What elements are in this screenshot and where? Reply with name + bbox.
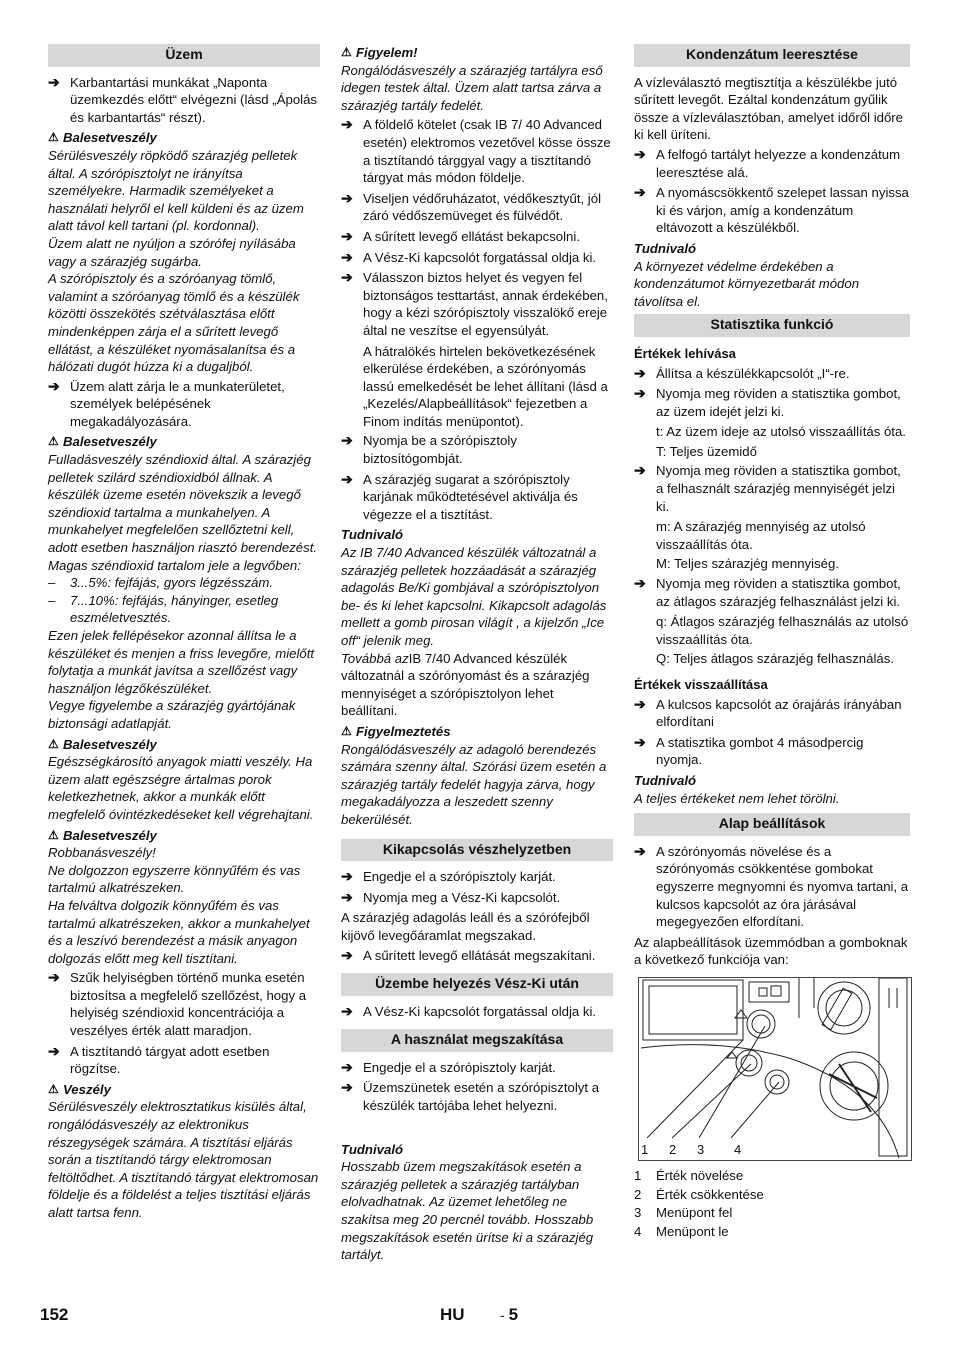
instruction-item: ➔ A Vész-Ki kapcsolót forgatással oldja ki. (341, 248, 597, 265)
warning-icon: ⚠ (48, 736, 59, 751)
page-number: 152 (40, 1305, 69, 1324)
column-3 (634, 44, 910, 1241)
instruction-item: ➔ Üzem alatt zárja le a munkaterületet, személyek belépésének megakadályozására. (48, 377, 285, 429)
warning-text: Sérülésveszély elektrosztatikus kisülés által, rongálódásveszély az elektronikus részegységek számára. A tisztítási eljárás során a tisztítandó tárgy elektromosan feltöltődhet. A tisztítandó tárgyat elektromosan földelje és a földelést a teljes tisztítási eljárás alatt tartsa fenn. (48, 1099, 319, 1220)
instruction-item: ➔ A szárazjég sugarat a szórópisztoly karjának működtetésével aktiválja és végezze el a tisztítást. (341, 470, 578, 522)
instruction-item: ➔ A Vész-Ki kapcsolót forgatással oldja ki. (341, 1002, 597, 1019)
arrow-icon: ➔ (48, 969, 60, 986)
legend-item: 1 Érték növelése (634, 1167, 744, 1183)
instruction-note: M: Teljes szárazjég mennyiség. (656, 556, 839, 572)
warning-icon: ⚠ (48, 1081, 59, 1096)
legend-item: 3 Menüpont fel (634, 1205, 733, 1221)
arrow-icon: ➔ (634, 145, 646, 162)
arrow-icon: ➔ (341, 946, 353, 963)
instruction-item: ➔ A felfogó tartályt helyezze a kondenzátum leeresztése alá. (634, 145, 901, 180)
instruction-item: ➔ Viseljen védőruházatot, védőkesztyűt, jól záró védőszemüveget és fülvédőt. (341, 189, 602, 224)
arrow-icon: ➔ (341, 432, 353, 449)
arrow-icon: ➔ (341, 868, 353, 885)
instruction-item: ➔ Nyomja meg röviden a statisztika gombot, az üzem idejét jelzi ki. (634, 385, 901, 419)
instruction-item: ➔ Nyomja meg röviden a statisztika gombot, a felhasznált szárazjég mennyiségét jelzi ki. (634, 462, 901, 514)
arrow-icon: ➔ (341, 470, 353, 487)
arrow-icon: ➔ (48, 377, 60, 394)
instruction-item: ➔ Engedje el a szórópisztoly karját. (341, 868, 556, 885)
arrow-icon: ➔ (634, 695, 646, 712)
warning-heading: ⚠ Balesetveszély (48, 827, 157, 843)
section-header-kondenzatum: Kondenzátum leeresztése (634, 44, 910, 67)
arrow-icon: ➔ (634, 575, 646, 592)
arrow-icon: ➔ (634, 184, 646, 201)
warning-text: Rongálódásveszély a szárazjég tartályra eső idegen testek által. Üzem alatt tartsa zárva a szárazjég tartály fedelét. (341, 62, 603, 113)
figure-label: 2 (669, 1141, 677, 1157)
note-text: Az IB 7/40 Advanced készülék változatnál a szárazjég pelletek hozzáadását a szárazjég adagolás Be/Ki gombjával a szórópisztolyon be- és ki lehet kapcsolni. Kikapcsolt adagolás mellett a gomb pirosan világít , a kijelzőn „Ice off“ jelenik meg. (341, 545, 607, 648)
warning-heading: ⚠ Balesetveszély (48, 434, 157, 450)
arrow-icon: ➔ (341, 1002, 353, 1019)
page-footer (40, 1306, 920, 1330)
instruction-item: ➔ A sűrített levegő ellátását megszakítani. (341, 946, 596, 963)
instruction-item: ➔ Üzemszünetek esetén a szórópisztolyt a készülék tartójába lehet helyezni. (341, 1079, 600, 1114)
dash-item: – 7...10%: fejfájás, hányinger, esetleg eszméletvesztés. (48, 592, 279, 626)
section-header-uzembe-helyezes: Üzembe helyezés Vész-Ki után (341, 973, 613, 996)
note-heading: Tudnivaló (634, 772, 697, 788)
warning-text: Sérülésveszély röpködő szárazjég pelletek által. A szórópisztolyt ne irányítsa személyekre. Harmadik személyeket a használati helyről el kell küldeni és az üzem alatt távol kell tartani (pl. kordonnal). (48, 147, 304, 234)
warning-text: Ezen jelek fellépésekor azonnal állítsa le a készüléket és menjen a friss levegőre, mielőtt folytatja a munkát javítsa a szellőzést vagy használjon légzőkészüléket. (48, 628, 315, 696)
warning-text: Vegye figyelembe a szárazjég gyártójának biztonsági adatlapját. (48, 698, 296, 731)
warning-heading: ⚠ Balesetveszély (48, 736, 157, 752)
subheading: Értékek lehívása (634, 345, 736, 361)
instruction-item: ➔ Nyomja meg röviden a statisztika gombot, az átlagos szárazjég felhasználást jelzi ki. (634, 575, 901, 609)
instruction-item: ➔ A földelő kötelet (csak IB 7/ 40 Advanced esetén) elektromos vezetővel kösse össze a tisztítandó tárggyal vagy a tisztítandó tárgyat más módon földelje. (341, 116, 611, 186)
note-text: A teljes értékeket nem lehet törölni. (634, 790, 840, 806)
warning-icon: ⚠ (341, 723, 352, 738)
arrow-icon: ➔ (341, 248, 353, 265)
note-heading: Tudnivaló (341, 527, 404, 543)
warning-text: Robbanásveszély! (48, 845, 156, 861)
arrow-icon: ➔ (634, 842, 646, 859)
section-header-statisztika: Statisztika funkció (634, 314, 910, 337)
instruction-note: T: Teljes üzemidő (656, 443, 757, 459)
arrow-icon: ➔ (634, 462, 646, 479)
arrow-icon: ➔ (48, 73, 60, 90)
arrow-icon: ➔ (634, 733, 646, 750)
legend-item: 4 Menüpont le (634, 1223, 729, 1239)
warning-text: A szórópisztoly és a szóróanyag tömlő, valamint a szóróanyag tömlő és a készülék közötti összekötés szétválasztása előtt mindenképpen zárja el a sűrített levegő ellátást, a készüléket nyomásalanítsa és a hálózati dugót húzza ki a dugaljból. (48, 271, 300, 375)
legend-item: 2 Érték csökkentése (634, 1186, 764, 1202)
warning-text: Ha felváltva dolgozik könnyűfém és vas tartalmú alkatrészeken, akkor a munkahelyet és a leszívó berendezést a másik anyagon dolgozás előtt meg kell tisztítani. (48, 897, 310, 966)
instruction-item: ➔ Nyomja meg a Vész-Ki kapcsolót. (341, 888, 561, 905)
body-text: A vízleválasztó megtisztítja a készülékbe jutó sűrített levegőt. Ezáltal kondenzátum gyűlik össze a vízleválasztóban, amelyet időről időre ki kell üríteni. (634, 74, 904, 143)
warning-heading: ⚠ Veszély (48, 1081, 111, 1097)
instruction-item: ➔ Engedje el a szórópisztoly karját. (341, 1058, 556, 1075)
dash-icon: – (48, 592, 56, 608)
instruction-item: ➔ A kulcsos kapcsolót az órajárás irányában elfordítani (634, 695, 902, 730)
arrow-icon: ➔ (341, 1079, 353, 1096)
warning-heading: ⚠ Balesetveszély (48, 130, 157, 146)
warning-heading: ⚠ Figyelem! (341, 45, 418, 60)
note-heading: Tudnivaló (341, 1141, 404, 1157)
figure-label: 1 (641, 1141, 649, 1157)
instruction-item: ➔ A szórónyomás növelése és a szórónyomás csökkentése gombokat egyszerre megnyomni és nyomva tartani, a kulcsos kapcsolót az óra járásával megegyezően elfordítani. (634, 842, 909, 930)
warning-text: Fulladásveszély széndioxid által. A szárazjég pelletek szilárd széndioxidból állnak. A készülék üzeme esetén növekszik a levegő széndioxid tartalma a munkahelyen. A munkahelyet megfelelően szellőztetni kell, adott esetben használjon riasztó berendezést. Magas széndioxid tartalom jele a legvőben: (48, 452, 318, 573)
warning-icon: ⚠ (48, 130, 59, 145)
instruction-item: ➔ Válasszon biztos helyet és vegyen fel biztonságos testtartást, annak érdekében, hogy a kézi szórópisztoly visszalökő ereje által ne veszítse el egyensúlyát. (341, 269, 608, 338)
arrow-icon: ➔ (341, 269, 353, 286)
warning-text: Üzem alatt ne nyúljon a szórófej nyílásába vagy a szárazjég sugárba. (48, 235, 296, 269)
arrow-icon: ➔ (634, 385, 646, 402)
column-1 (48, 44, 320, 1222)
warning-icon: ⚠ (341, 45, 352, 59)
figure-label: 3 (697, 1141, 705, 1157)
control-panel-figure (638, 977, 912, 1161)
arrow-icon: ➔ (48, 1042, 60, 1059)
control-panel-drawing (639, 978, 911, 1160)
section-header-alap-beallitasok: Alap beállítások (634, 813, 910, 836)
instruction-note: m: A szárazjég mennyiség az utolsó visszaállítás óta. (656, 519, 866, 552)
note-text: Továbbá azIB 7/40 Advanced készülék változatnál a szórónyomást és a szárazjég mennyiséget a szórópisztolyon lehet beállítani. (341, 650, 590, 719)
arrow-icon: ➔ (341, 116, 353, 133)
language-code: HU (440, 1305, 465, 1324)
instruction-item: ➔ Karbantartási munkákat „Naponta üzemkezdés előtt“ elvégezni (lásd „Ápolás és karbantartás“ részt). (48, 73, 318, 125)
section-page-number: - 5 (500, 1305, 519, 1324)
warning-heading: ⚠ Figyelmeztetés (341, 723, 451, 739)
section-header-megszakitas: A használat megszakítása (341, 1029, 613, 1052)
warning-icon: ⚠ (48, 434, 59, 449)
arrow-icon: ➔ (634, 364, 646, 381)
column-2 (341, 44, 613, 1264)
instruction-item: ➔ A tisztítandó tárgyat adott esetben rögzítse. (48, 1042, 270, 1077)
body-text: Az alapbeállítások üzemmódban a gomboknak a következő funkciója van: (634, 934, 908, 968)
body-text: A szárazjég adagolás leáll és a szórófejből kijövő levegőáramlat megszakad. (341, 910, 590, 943)
warning-text: Rongálódásveszély az adagoló berendezés számára szenny által. Szórási üzem esetén a szárazjég tartály fedelét hagyja zárva, hogy megakadályozza a leszedett szenny bekerülését. (341, 741, 607, 827)
note-text: A környezet védelme érdekében a kondenzátumot környezetbarát módon távolítsa el. (634, 258, 860, 309)
instruction-item: ➔ A statisztika gombot 4 másodpercig nyomja. (634, 733, 864, 768)
warning-text: Ne dolgozzon egyszerre könnyűfém és vas tartalmú alkatrészeken. (48, 862, 301, 896)
subheading: Értékek visszaállítása (634, 677, 768, 692)
instruction-note: q: Átlagos szárazjég felhasználás az utolsó visszaállítás óta. (656, 614, 909, 647)
instruction-item: ➔ Állítsa a készülékkapcsolót „I“-re. (634, 364, 850, 381)
instruction-item: ➔ A sűrített levegő ellátást bekapcsolni. (341, 227, 580, 244)
arrow-icon: ➔ (341, 189, 353, 206)
arrow-icon: ➔ (341, 227, 353, 244)
figure-label: 4 (734, 1141, 742, 1157)
instruction-note: A hátralökés hirtelen bekövetkezésének elkerülése érdekében, a szórónyomás lassú emelkedését be lehet állítani (lásd a „Kezelés/Alapbeállítások“ fejezetben a Finom indítás menüpontot). (363, 343, 608, 429)
note-text: Hosszabb üzem megszakítások esetén a szárazjég pelletek a szárazjég tartályban elolvadhatnak. Az üzemet lehetőleg ne szakítsa meg 20 percnél tovább. Hosszabb megszakítások esetén ürítse ki a szárazjég tartályt. (341, 1159, 594, 1263)
warning-text: Egészségkárosító anyagok miatti veszély. Ha üzem alatt egészségre ártalmas porok keletkezhetnek, akkor a munkák előtt megfelelő óvintézkedéseket kell végrehajtani. (48, 754, 314, 822)
arrow-icon: ➔ (341, 888, 353, 905)
instruction-note: t: Az üzem ideje az utolsó visszaállítás óta. (656, 424, 906, 440)
note-heading: Tudnivaló (634, 240, 697, 256)
section-header-kikapcsolas: Kikapcsolás vészhelyzetben (341, 839, 613, 862)
dash-icon: – (48, 575, 56, 591)
instruction-item: ➔ Nyomja be a szórópisztoly biztosítógombját. (341, 432, 517, 467)
arrow-icon: ➔ (341, 1058, 353, 1075)
instruction-item: ➔ A nyomáscsökkentő szelepet lassan nyissa ki és várjon, amíg a kondenzátum eltávozott a készülékből. (634, 184, 909, 236)
instruction-note: Q: Teljes átlagos szárazjég felhasználás. (656, 651, 894, 667)
section-header-uzem: Üzem (48, 44, 320, 67)
instruction-item: ➔ Szűk helyiségben történő munka esetén biztosítsa a megfelelő szellőzést, hogy a helyiség széndioxid koncentrációja a veszélyes érték alatt maradjon. (48, 969, 307, 1039)
dash-item: – 3...5%: fejfájás, gyors légzésszám. (48, 575, 274, 591)
warning-icon: ⚠ (48, 827, 59, 842)
